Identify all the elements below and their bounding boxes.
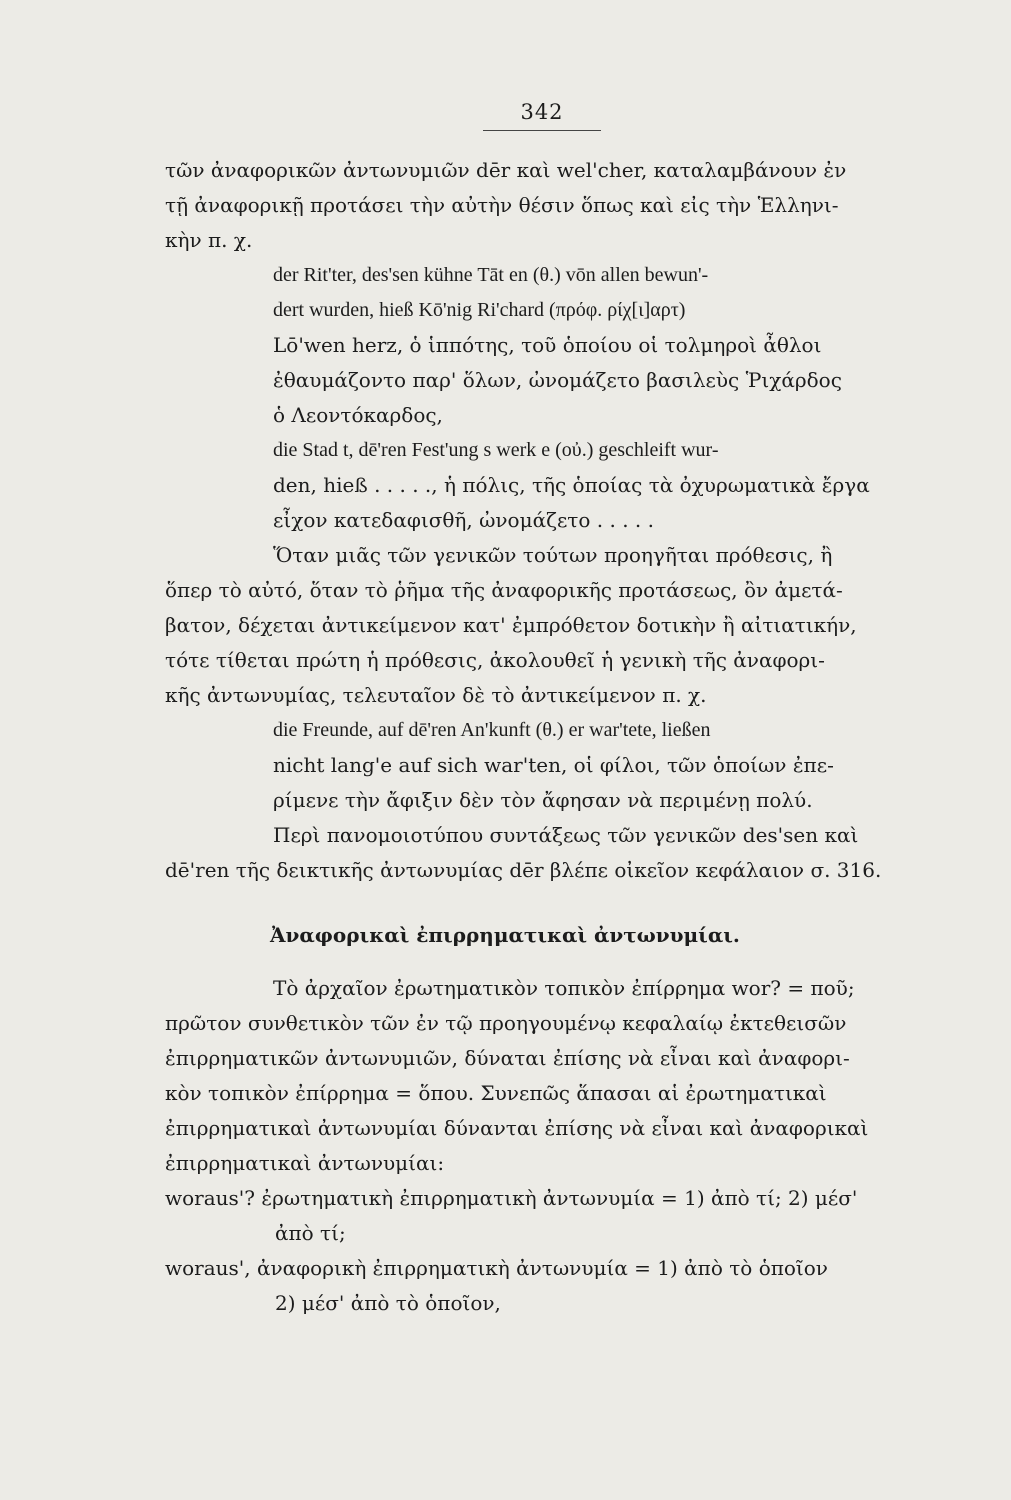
text-line: βατον, δέχεται ἀντικείμενον κατ' ἐμπρόθετον δοτικὴν ἢ αἰτιατικήν,: [165, 613, 857, 637]
definition-line: woraus'? ἐρωτηματικὴ ἐπιρρηματικὴ ἀντωνυμία = 1) ἀπὸ τί; 2) μέσ': [165, 1186, 858, 1210]
example-line: ἐθαυμάζοντο παρ' ὅλων, ὠνομάζετο βασιλεὺς Ῥιχάρδος: [273, 368, 842, 392]
text-line: ἐπιρρηματικαὶ ἀντωνυμίαι δύνανται ἐπίσης νὰ εἶναι καὶ ἀναφορικαὶ: [165, 1116, 869, 1140]
section-heading: Ἀναφορικαὶ ἐπιρρηματικαὶ ἀντωνυμίαι.: [270, 923, 740, 947]
example-line: die Stad t, dē'ren Fest'ung s werk e (οὐ.) geschleift wur-: [273, 439, 719, 461]
text-line: κὸν τοπικὸν ἐπίρρημα = ὅπου. Συνεπῶς ἅπασαι αἱ ἐρωτηματικαὶ: [165, 1081, 827, 1105]
definition-line: woraus', ἀναφορικὴ ἐπιρρηματικὴ ἀντωνυμία = 1) ἀπὸ τὸ ὁποῖον: [165, 1256, 828, 1280]
spacer: [165, 953, 930, 971]
example-line: der Rit'ter, des'sen kühne Tāt en (θ.) vōn allen bewun'-: [273, 264, 709, 286]
text-line: dē'ren τῆς δεικτικῆς ἀντωνυμίας dēr βλέπε οἰκεῖον κεφάλαιον σ. 316.: [165, 858, 882, 882]
example-line: ὁ Λεοντόκαρδος,: [273, 403, 443, 427]
text-line: κῆς ἀντωνυμίας, τελευταῖον δὲ τὸ ἀντικείμενον π. χ.: [165, 683, 707, 707]
example-line: dert wurden, hieß Kō'nig Ri'chard (πρόφ. ρίχ[ι]αρτ): [273, 299, 686, 321]
page-number-rule: [483, 130, 601, 131]
example-line: Lō'wen herz, ὁ ἱππότης, τοῦ ὁποίου οἱ τολμηροὶ ἆθλοι: [273, 333, 822, 357]
page-number: 342: [520, 100, 564, 124]
text-line: κὴν π. χ.: [165, 228, 253, 252]
definition-continuation: ἀπὸ τί;: [275, 1221, 346, 1245]
text-line: τῶν ἀναφορικῶν ἀντωνυμιῶν dēr καὶ wel'cher, καταλαμβάνουν ἐν: [165, 158, 847, 182]
text-line: τῇ ἀναφορικῇ προτάσει τὴν αὐτὴν θέσιν ὅπως καὶ εἰς τὴν Ἑλληνι-: [165, 193, 839, 217]
paragraph-first-line: Ὅταν μιᾶς τῶν γενικῶν τούτων προηγῆται πρόθεσις, ἢ: [273, 543, 833, 567]
example-line: ρίμενε τὴν ἄφιξιν δὲν τὸν ἄφησαν νὰ περιμένῃ πολύ.: [273, 788, 813, 812]
body-text: [165, 153, 930, 1321]
paragraph-first-line: Περὶ πανομοιοτύπου συντάξεως τῶν γενικῶν des'sen καὶ: [273, 823, 859, 847]
text-line: ἐπιρρηματικῶν ἀντωνυμιῶν, δύναται ἐπίσης νὰ εἶναι καὶ ἀναφορι-: [165, 1046, 850, 1070]
text-line: ὅπερ τὸ αὐτό, ὅταν τὸ ῥῆμα τῆς ἀναφορικῆς προτάσεως, ὂν ἀμετά-: [165, 578, 843, 602]
spacer: [165, 888, 930, 918]
text-line: ἐπιρρηματικαὶ ἀντωνυμίαι:: [165, 1151, 445, 1175]
example-line: nicht lang'e auf sich war'ten, οἱ φίλοι, τῶν ὁποίων ἐπε-: [273, 753, 834, 777]
definition-continuation: 2) μέσ' ἀπὸ τὸ ὁποῖον,: [275, 1291, 501, 1315]
example-line: εἶχον κατεδαφισθῆ, ὠνομάζετο . . . . .: [273, 508, 654, 532]
paragraph-first-line: Τὸ ἀρχαῖον ἐρωτηματικὸν τοπικὸν ἐπίρρημα wor? = ποῦ;: [273, 976, 855, 1000]
text-line: τότε τίθεται πρώτη ἡ πρόθεσις, ἀκολουθεῖ ἡ γενικὴ τῆς ἀναφορι-: [165, 648, 825, 672]
example-line: die Freunde, auf dē'ren An'kunft (θ.) er war'tete, ließen: [273, 719, 711, 741]
example-line: den, hieß . . . . ., ἡ πόλις, τῆς ὁποίας τὰ ὀχυρωματικὰ ἔργα: [273, 473, 870, 497]
text-line: πρῶτον συνθετικὸν τῶν ἐν τῷ προηγουμένῳ κεφαλαίῳ ἐκτεθεισῶν: [165, 1011, 847, 1035]
